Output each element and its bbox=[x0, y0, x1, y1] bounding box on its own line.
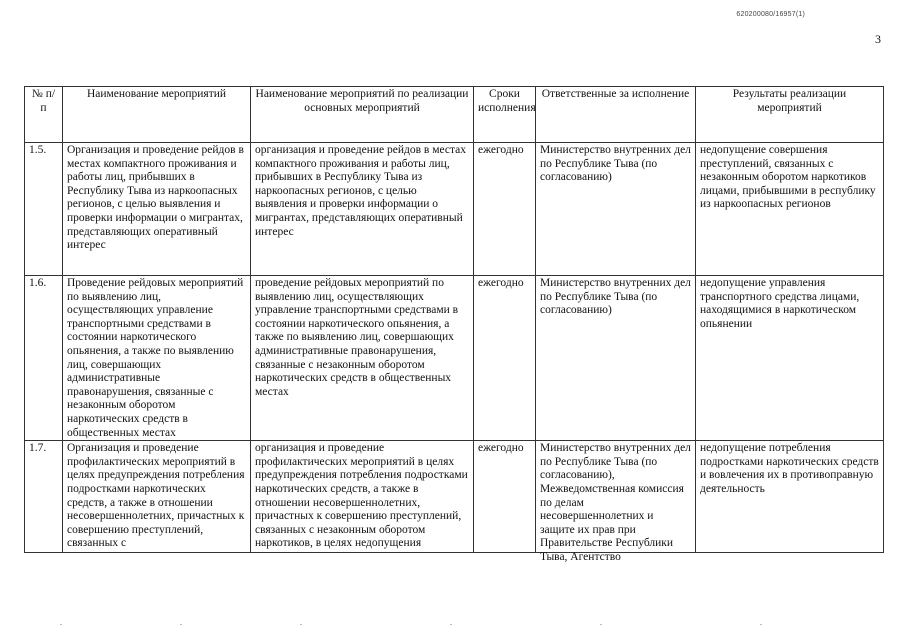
measures-table bbox=[24, 86, 884, 563]
row-result: недопущение совершения преступлений, связанных с незаконным оборотом наркотиков лицами, прибывшими в республику из наркоопасных регионов bbox=[696, 143, 884, 276]
scan-dot bbox=[760, 624, 762, 625]
document-id: 620200080/16957(1) bbox=[736, 11, 805, 18]
table-header-row bbox=[25, 87, 884, 143]
row-actions: проведение рейдовых мероприятий по выявлению лиц, осуществляющих управление транспортными средствами в состоянии наркотического опьянения, а также по выявлению лиц, совершающих административные правонарушения, связанные с незаконным оборотом наркотических средств в общественных местах bbox=[251, 276, 474, 441]
row-name-text: Организация и проведение профилактических мероприятий в целях предупреждения потребления подростками наркотических средств, а также в отношении несовершеннолетних, причастных к совершению преступлений, связанных с bbox=[67, 442, 245, 550]
row-responsible-text: Министерство внутренних дел по Республике Тыва (по согласованию), Межведомственная комиссия по делам несовершеннолетних и защите их прав при Правительстве Республики Тыва, Агентство bbox=[540, 442, 691, 563]
scan-dot bbox=[450, 624, 452, 625]
row-result: недопущение потребления подростками наркотических средств и вовлечения их в противоправную деятельность bbox=[696, 441, 884, 553]
page-number: 3 bbox=[875, 32, 881, 46]
row-term: ежегодно bbox=[474, 143, 536, 276]
table-row bbox=[25, 441, 884, 553]
header-result: Результаты реализации мероприятий bbox=[696, 87, 884, 143]
row-actions bbox=[251, 441, 474, 553]
table-row bbox=[25, 143, 884, 276]
row-responsible: Министерство внутренних дел по Республике Тыва (по согласованию) bbox=[536, 276, 696, 441]
row-responsible bbox=[536, 441, 696, 563]
row-responsible: Министерство внутренних дел по Республике Тыва (по согласованию) bbox=[536, 143, 696, 276]
row-name: Организация и проведение рейдов в местах компактного проживания и работы лиц, прибывших в Республику Тыва из наркоопасных регионов, с целью выявления и проверки информации о мигрантах, представляющих оперативный интерес bbox=[63, 143, 251, 276]
header-actions: Наименование мероприятий по реализации основных мероприятий bbox=[251, 87, 474, 143]
header-num: № п/п bbox=[25, 87, 63, 143]
header-name: Наименование мероприятий bbox=[63, 87, 251, 143]
row-num: 1.5. bbox=[25, 143, 63, 276]
header-responsible: Ответственные за исполнение bbox=[536, 87, 696, 143]
row-name: Проведение рейдовых мероприятий по выявлению лиц, осуществляющих управление транспортными средствами в состоянии наркотического опьянения, а также по выявлению лиц, совершающих административные правонарушения, связанные с незаконным оборотом наркотических средств в общественных местах bbox=[63, 276, 251, 441]
scan-dot bbox=[60, 624, 62, 625]
scan-dot bbox=[600, 624, 602, 625]
scan-artifacts bbox=[0, 624, 905, 634]
row-num: 1.7. bbox=[25, 441, 63, 553]
row-term: ежегодно bbox=[474, 441, 536, 553]
header-term: Сроки исполнения bbox=[474, 87, 536, 143]
row-actions-text: организация и проведение профилактических мероприятий в целях предупреждения потребления подростками наркотических средств, а также в отношении несовершеннолетних, причастных к совершению преступлений, связанных с незаконным оборотом наркотиков, в целях недопущения bbox=[255, 442, 468, 550]
row-num: 1.6. bbox=[25, 276, 63, 441]
row-name bbox=[63, 441, 251, 553]
row-term: ежегодно bbox=[474, 276, 536, 441]
row-result: недопущение управления транспортного средства лицами, находящимися в наркотическом опьянении bbox=[696, 276, 884, 441]
row-actions: организация и проведение рейдов в местах компактного проживания и работы лиц, прибывших в Республику Тыва из наркоопасных регионов, с целью выявления и проверки информации о мигрантах, представляющих оперативный интерес bbox=[251, 143, 474, 276]
table-row bbox=[25, 276, 884, 441]
scan-dot bbox=[300, 624, 302, 625]
scan-dot bbox=[180, 624, 182, 625]
